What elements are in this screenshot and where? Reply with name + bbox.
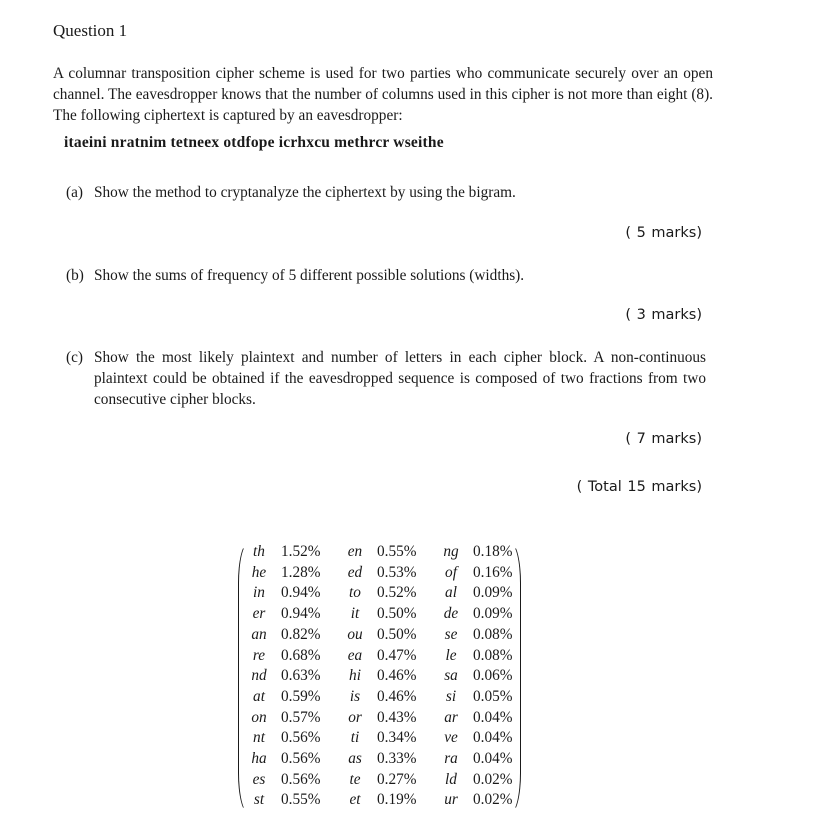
bigram-cell: an <box>251 625 267 643</box>
bigram-cell: in <box>253 584 265 602</box>
part-b-text: Show the sums of frequency of 5 different possible solutions (widths). <box>94 267 525 284</box>
bigram-frequency-table <box>243 542 517 811</box>
frequency-cell: 0.56% <box>281 750 321 768</box>
frequency-cell: 0.02% <box>473 770 513 788</box>
question-title: Question 1 <box>53 21 128 40</box>
bigram-cell: ng <box>443 543 459 560</box>
bigram-cell: hi <box>349 667 361 685</box>
bigram-cell: to <box>349 584 361 602</box>
frequency-cell: 0.56% <box>281 729 321 747</box>
bigram-cell: it <box>350 605 360 623</box>
frequency-cell: 0.55% <box>281 791 321 809</box>
part-a-marks: ( 5 marks) <box>625 225 702 241</box>
frequency-cell: 0.55% <box>377 543 417 560</box>
frequency-cell: 0.56% <box>281 770 321 788</box>
bigram-cell: er <box>252 605 266 623</box>
bigram-cell: st <box>253 791 265 809</box>
frequency-cell: 0.57% <box>281 708 321 726</box>
bigram-cell: th <box>253 543 265 560</box>
bigram-cell: de <box>443 605 459 623</box>
bigram-cell: ha <box>251 750 267 768</box>
frequency-cell: 1.28% <box>281 563 321 581</box>
frequency-cell: 0.94% <box>281 584 321 602</box>
frequency-cell: 0.68% <box>281 646 321 664</box>
frequency-cell: 0.08% <box>473 646 513 664</box>
table-row <box>243 749 517 770</box>
table-row <box>243 604 517 625</box>
part-c-text: Show the most likely plaintext and number of letters in each cipher block. A non-continuous plaintext could be obtained if the eavesdropped sequence is composed of two fractions from two consecutive cipher blocks. <box>94 349 706 408</box>
bigram-cell: ur <box>444 791 458 809</box>
table-row <box>243 770 517 791</box>
bigram-cell: al <box>445 584 457 602</box>
frequency-cell: 0.59% <box>281 687 321 705</box>
frequency-cell: 0.46% <box>377 667 417 685</box>
frequency-cell: 0.09% <box>473 605 513 623</box>
question-intro: A columnar transposition cipher scheme is used for two parties who communicate securely over an open channel. The eavesdropper knows that the number of columns used in this cipher is not more than eight (8). The following ciphertext is captured by an eavesdropper: <box>53 65 713 124</box>
part-b <box>66 265 524 286</box>
bigram-cell: sa <box>444 667 458 685</box>
bigram-cell: ou <box>347 625 363 643</box>
frequency-cell: 0.94% <box>281 605 321 623</box>
table-row <box>243 728 517 749</box>
bigram-cell: of <box>445 563 457 581</box>
frequency-cell: 0.50% <box>377 605 417 623</box>
frequency-cell: 0.53% <box>377 563 417 581</box>
bigram-cell: re <box>252 646 266 664</box>
frequency-cell: 0.46% <box>377 687 417 705</box>
table-row <box>243 687 517 708</box>
bigram-cell: on <box>251 708 267 726</box>
frequency-cell: 0.18% <box>473 543 513 560</box>
frequency-cell: 0.16% <box>473 563 513 581</box>
part-c <box>66 347 706 410</box>
bigram-cell: si <box>445 687 457 705</box>
table-row <box>243 708 517 729</box>
frequency-cell: 0.82% <box>281 625 321 643</box>
frequency-cell: 0.19% <box>377 791 417 809</box>
bigram-cell: as <box>348 750 362 768</box>
frequency-cell: 0.52% <box>377 584 417 602</box>
part-c-marks: ( 7 marks) <box>625 431 702 447</box>
bigram-cell: nt <box>253 729 265 747</box>
bigram-cell: at <box>253 687 265 705</box>
total-marks: ( Total 15 marks) <box>576 479 702 495</box>
table-row <box>243 563 517 584</box>
bigram-cell: he <box>251 563 267 581</box>
frequency-cell: 0.47% <box>377 646 417 664</box>
frequency-cell: 0.02% <box>473 791 513 809</box>
table-row <box>243 583 517 604</box>
bigram-cell: le <box>445 646 457 664</box>
part-a-text: Show the method to cryptanalyze the ciphertext by using the bigram. <box>94 184 516 201</box>
frequency-cell: 0.43% <box>377 708 417 726</box>
bigram-cell: nd <box>251 667 267 685</box>
frequency-cell: 0.34% <box>377 729 417 747</box>
bigram-cell: te <box>349 770 361 788</box>
frequency-cell: 0.50% <box>377 625 417 643</box>
frequency-cell: 0.63% <box>281 667 321 685</box>
frequency-cell: 0.09% <box>473 584 513 602</box>
bigram-cell: ar <box>444 708 458 726</box>
frequency-cell: 0.06% <box>473 667 513 685</box>
bigram-cell: is <box>349 687 361 705</box>
frequency-cell: 0.04% <box>473 729 513 747</box>
ciphertext: itaeini nratnim tetneex otdfope icrhxcu methrcr wseithe <box>64 134 444 151</box>
bigram-cell: ld <box>445 770 457 788</box>
table-row <box>243 790 517 811</box>
bigram-cell: es <box>252 770 266 788</box>
part-b-label: (b) <box>66 267 84 284</box>
bigram-cell: ea <box>347 646 363 664</box>
bigram-cell: en <box>347 543 363 560</box>
table-row <box>243 625 517 646</box>
bigram-cell: ti <box>350 729 360 747</box>
part-a <box>66 182 516 203</box>
bigram-cell: or <box>348 708 362 726</box>
bigram-cell: ra <box>444 750 458 768</box>
part-c-label: (c) <box>66 349 83 366</box>
table-row <box>243 646 517 667</box>
bigram-cell: et <box>349 791 361 809</box>
bigram-cell: ve <box>444 729 458 747</box>
frequency-cell: 0.05% <box>473 687 513 705</box>
frequency-cell: 0.27% <box>377 770 417 788</box>
frequency-cell: 0.08% <box>473 625 513 643</box>
part-a-label: (a) <box>66 184 83 201</box>
part-b-marks: ( 3 marks) <box>625 307 702 323</box>
frequency-cell: 0.04% <box>473 750 513 768</box>
table-row <box>243 666 517 687</box>
frequency-cell: 0.33% <box>377 750 417 768</box>
frequency-cell: 1.52% <box>281 543 321 560</box>
frequency-cell: 0.04% <box>473 708 513 726</box>
bigram-cell: ed <box>347 563 363 581</box>
table-row <box>243 542 517 563</box>
bigram-cell: se <box>444 625 458 643</box>
